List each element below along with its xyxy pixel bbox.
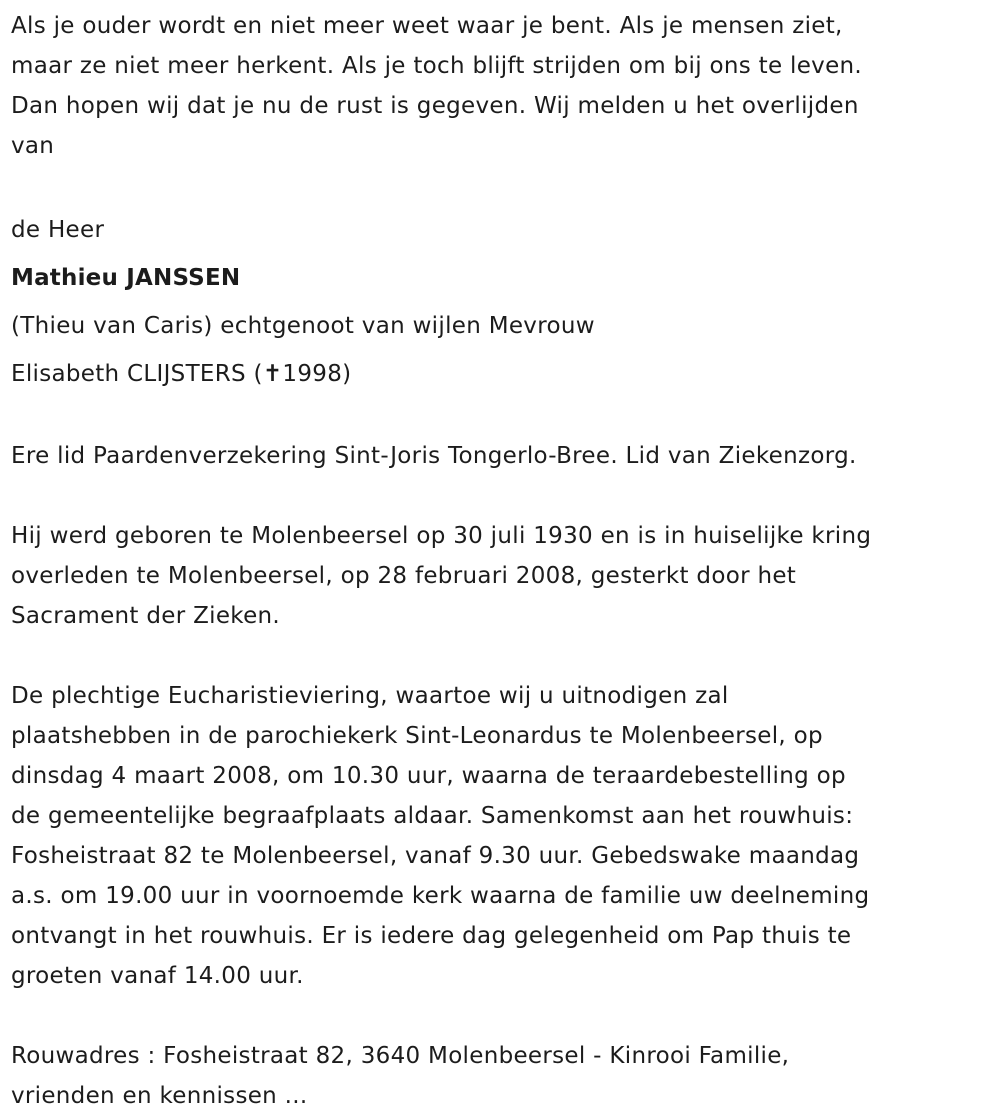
ceremony-line: de gemeentelijke begraafplaats aldaar. Samenkomst aan het rouwhuis: — [11, 803, 854, 829]
salutation: de Heer — [11, 217, 105, 243]
membership-paragraph — [11, 436, 991, 476]
address-paragraph — [11, 1036, 991, 1116]
ceremony-line: groeten vanaf 14.00 uur. — [11, 963, 304, 989]
intro-line: maar ze niet meer herkent. Als je toch blijft strijden om bij ons te leven. — [11, 53, 863, 79]
intro-line: Als je ouder wordt en niet meer weet waar je bent. Als je mensen ziet, — [11, 13, 843, 39]
cross-icon: ✝ — [262, 361, 283, 387]
ceremony-line: a.s. om 19.00 uur in voornoemde kerk waarna de familie uw deelneming — [11, 883, 870, 909]
ceremony-paragraph — [11, 676, 991, 996]
membership-line: Ere lid Paardenverzekering Sint-Joris Tongerlo-Bree. Lid van Ziekenzorg. — [11, 443, 857, 469]
birth-death-line: overleden te Molenbeersel, op 28 februari 2008, gesterkt door het — [11, 563, 797, 589]
address-line: Rouwadres : Fosheistraat 82, 3640 Molenbeersel - Kinrooi Familie, — [11, 1043, 790, 1069]
intro-line: Dan hopen wij dat je nu de rust is gegeven. Wij melden u het overlijden — [11, 93, 859, 119]
ceremony-line: dinsdag 4 maart 2008, om 10.30 uur, waarna de teraardebestelling op — [11, 763, 846, 789]
paragraph-spacer — [11, 996, 991, 1036]
intro-paragraph — [11, 6, 991, 166]
paragraph-spacer — [11, 636, 991, 676]
deceased-name: Mathieu JANSSEN — [11, 265, 241, 291]
ceremony-line: De plechtige Eucharistieviering, waartoe wij u uitnodigen zal — [11, 683, 729, 709]
paragraph-spacer — [11, 166, 991, 206]
birth-death-line: Hij werd geboren te Molenbeersel op 30 juli 1930 en is in huiselijke kring — [11, 523, 872, 549]
spouse-line: (Thieu van Caris) echtgenoot van wijlen Mevrouw — [11, 313, 595, 339]
paragraph-spacer — [11, 476, 991, 516]
spouse-death-year: 1998) — [282, 361, 352, 387]
ceremony-line: ontvangt in het rouwhuis. Er is iedere dag gelegenheid om Pap thuis te — [11, 923, 852, 949]
ceremony-line: Fosheistraat 82 te Molenbeersel, vanaf 9.30 uur. Gebedswake maandag — [11, 843, 860, 869]
ceremony-line: plaatshebben in de parochiekerk Sint-Leonardus te Molenbeersel, op — [11, 723, 823, 749]
address-line: vrienden en kennissen ... — [11, 1083, 308, 1109]
birth-death-line: Sacrament der Zieken. — [11, 603, 281, 629]
birth-death-paragraph — [11, 516, 991, 636]
paragraph-spacer — [11, 398, 991, 436]
intro-line: van — [11, 133, 55, 159]
spouse-name-line — [11, 350, 991, 398]
obituary-document — [11, 6, 991, 1116]
spouse-name: Elisabeth CLIJSTERS ( — [11, 361, 263, 387]
deceased-block — [11, 206, 991, 398]
